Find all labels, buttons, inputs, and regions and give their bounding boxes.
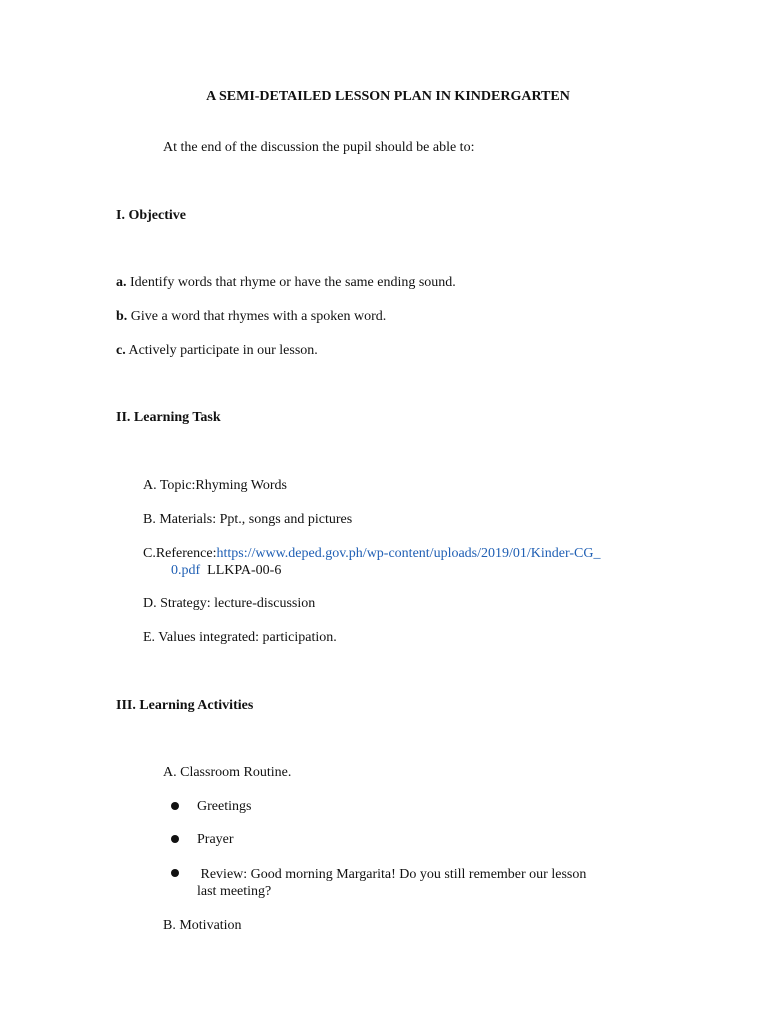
values-line: E. Values integrated: participation.: [143, 630, 337, 645]
materials-line: B. Materials: Ppt., songs and pictures: [143, 512, 353, 527]
item-text: Actively participate in our lesson.: [128, 343, 318, 358]
strategy-line: D. Strategy: lecture-discussion: [143, 596, 316, 611]
objective-item-c: [116, 342, 318, 359]
intro-text: At the end of the discussion the pupil should be able to:: [163, 140, 475, 155]
reference-line-2: [171, 562, 281, 579]
reference-label: C.Reference:: [143, 546, 217, 561]
learning-activities-heading: III. Learning Activities: [116, 698, 254, 713]
item-text: Give a word that rhymes with a spoken word.: [130, 309, 387, 324]
objective-heading: I. Objective: [116, 208, 186, 223]
reference-link-continued[interactable]: 0.pdf: [171, 563, 201, 578]
bullet-icon: [171, 869, 179, 877]
bullet-item-review: Review: Good morning Margarita! Do you still remember our lesson: [197, 867, 587, 882]
bullet-item-prayer: Prayer: [197, 832, 234, 847]
motivation-line: B. Motivation: [163, 918, 242, 933]
bullet-item-review-continued: last meeting?: [197, 884, 272, 899]
item-marker: a.: [116, 275, 127, 290]
reference-link[interactable]: https://www.deped.gov.ph/wp-content/uploads/2019/01/Kinder-CG_: [216, 546, 601, 561]
item-marker: b.: [116, 309, 128, 324]
bullet-icon: [171, 802, 179, 810]
objective-item-b: [116, 308, 386, 325]
objective-item-a: [116, 274, 456, 291]
item-marker: c.: [116, 343, 126, 358]
bullet-icon: [171, 835, 179, 843]
item-text: Identify words that rhyme or have the same ending sound.: [126, 275, 456, 290]
reference-code: LLKPA-00-6: [207, 563, 282, 578]
document-title: A SEMI-DETAILED LESSON PLAN IN KINDERGARTEN: [206, 89, 570, 104]
reference-line: [143, 545, 601, 562]
bullet-item-greetings: Greetings: [197, 799, 252, 814]
classroom-routine-line: A. Classroom Routine.: [163, 765, 292, 780]
learning-task-heading: II. Learning Task: [116, 410, 221, 425]
topic-line: A. Topic:Rhyming Words: [143, 478, 287, 493]
